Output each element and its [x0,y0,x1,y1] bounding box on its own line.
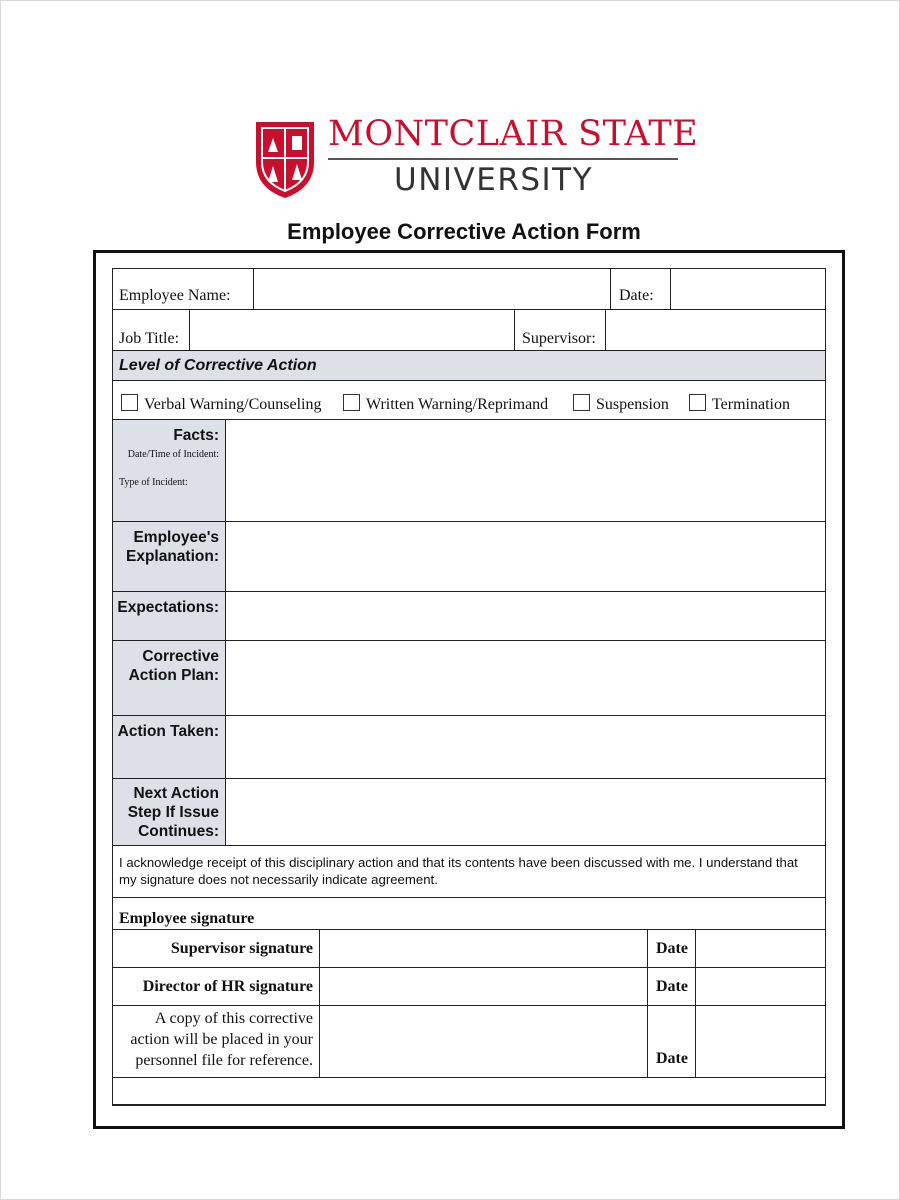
option-verbal-warning[interactable]: Verbal Warning/Counseling [121,394,322,414]
explanation-label-1: Employee's [133,529,219,546]
acknowledgement-line-1: I acknowledge receipt of this disciplinary action and that its contents have been discussed with me. I understand that [119,855,798,870]
plan-label-2: Action Plan: [128,667,219,684]
explanation-label-cell [113,522,226,591]
logo-line1: MONTCLAIR STATE [328,114,699,154]
copy-signature-field[interactable] [319,1006,647,1077]
option-written-warning[interactable]: Written Warning/Reprimand [343,394,548,414]
action-plan-field[interactable] [226,641,825,715]
row-job-title [113,310,825,351]
level-heading-row [113,351,825,381]
copy-note-line-1: A copy of this corrective [154,1010,313,1027]
employee-name-label: Employee Name: [119,287,231,304]
job-title-field[interactable] [189,310,514,350]
acknowledgement-text [119,854,821,897]
facts-label-cell [113,420,226,521]
action-taken-label: Action Taken: [117,723,219,740]
form-table [112,268,826,1106]
next-action-label-2: Step If Issue [127,804,219,821]
option-termination[interactable]: Termination [689,394,790,414]
checkbox-icon[interactable] [689,394,706,411]
copy-note-line-3: personnel file for reference. [135,1052,313,1069]
row-employee-name [113,269,825,310]
facts-label: Facts: [173,427,219,444]
supervisor-date-field[interactable] [695,930,825,967]
supervisor-signature-field[interactable] [319,930,647,967]
copy-date-field[interactable] [695,1006,825,1077]
action-taken-label-cell [113,716,226,778]
university-logo [252,112,699,200]
row-employee-signature[interactable] [113,898,825,930]
facts-field[interactable] [226,420,825,521]
copy-note [113,1006,319,1077]
action-taken-field[interactable] [226,716,825,778]
supervisor-label: Supervisor: [514,310,605,350]
date-field[interactable] [670,269,825,309]
row-next-action [113,779,825,846]
supervisor-signature-label: Supervisor signature [170,940,313,957]
row-action-taken [113,716,825,779]
next-action-field[interactable] [226,779,825,845]
copy-date-label: Date [647,1006,695,1077]
row-acknowledgement [113,846,825,898]
director-signature-field[interactable] [319,968,647,1005]
row-expectations [113,592,825,641]
employee-signature-label: Employee signature [119,910,255,927]
option-suspension[interactable]: Suspension [573,394,669,414]
date-label: Date: [610,269,670,309]
level-heading: Level of Corrective Action [119,357,317,374]
logo-line2: UNIVERSITY [394,162,594,198]
expectations-field[interactable] [226,592,825,640]
checkbox-icon[interactable] [573,394,590,411]
supervisor-field[interactable] [605,310,825,350]
row-director-signature [113,968,825,1006]
acknowledgement-line-2: my signature does not necessarily indicate agreement. [119,872,438,887]
shield-logo-icon [252,118,318,200]
next-action-label-cell [113,779,226,845]
logo-rule [328,158,678,160]
next-action-label-1: Next Action [133,785,219,802]
director-date-label: Date [647,968,695,1005]
plan-label-1: Corrective [142,648,219,665]
supervisor-date-label: Date [647,930,695,967]
next-action-label-3: Continues: [138,823,219,840]
row-facts [113,420,825,522]
director-signature-label: Director of HR signature [142,978,313,995]
job-title-label: Job Title: [119,330,180,347]
row-explanation [113,522,825,592]
employee-name-field[interactable] [253,269,610,309]
checkbox-icon[interactable] [121,394,138,411]
row-supervisor-signature [113,930,825,968]
explanation-label-2: Explanation: [125,548,219,565]
row-action-plan [113,641,825,716]
copy-note-line-2: action will be placed in your [130,1031,313,1048]
expectations-label: Expectations: [117,599,219,616]
level-options-row [113,381,825,420]
explanation-field[interactable] [226,522,825,591]
facts-sub-datetime: Date/Time of Incident: [127,449,219,460]
row-copy-note [113,1006,825,1078]
checkbox-icon[interactable] [343,394,360,411]
row-blank [113,1078,825,1106]
director-date-field[interactable] [695,968,825,1005]
plan-label-cell [113,641,226,715]
facts-sub-type: Type of Incident: [119,477,188,488]
expectations-label-cell [113,592,226,640]
form-title: Employee Corrective Action Form [287,219,641,244]
